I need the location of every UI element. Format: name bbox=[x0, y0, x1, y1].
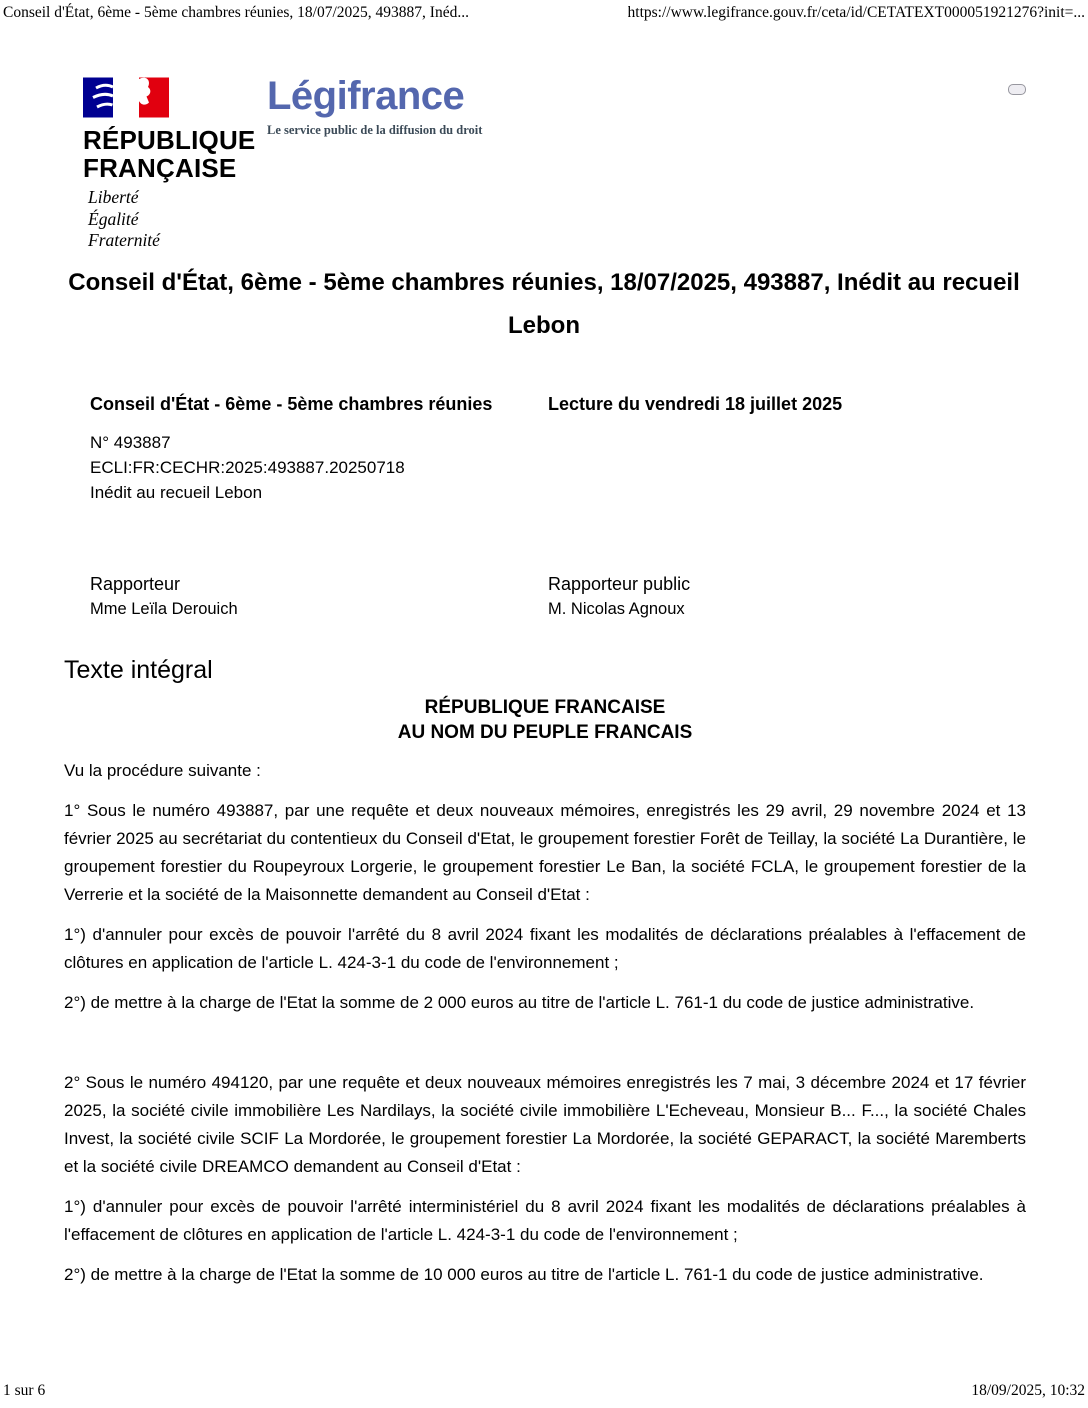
collapsed-ui-pill bbox=[1008, 84, 1026, 95]
rapporteur-public-label: Rapporteur public bbox=[548, 574, 691, 594]
decision-body bbox=[64, 695, 1026, 1289]
metadata-left-column bbox=[90, 389, 548, 505]
ecli-identifier: ECLI:FR:CECHR:2025:493887.20250718 bbox=[90, 458, 405, 477]
section-title-texte-integral: Texte intégral bbox=[64, 656, 213, 684]
print-header-url: https://www.legifrance.gouv.fr/ceta/id/CETATEXT000051921276?init=... bbox=[627, 4, 1085, 21]
print-header-title: Conseil d'État, 6ème - 5ème chambres réunies, 18/07/2025, 493887, Inéd... bbox=[3, 4, 469, 21]
legifrance-tagline: Le service public de la diffusion du droit bbox=[267, 123, 483, 137]
rapporteur-public-name: M. Nicolas Agnoux bbox=[548, 600, 685, 618]
french-flag-marianne-icon bbox=[83, 75, 169, 120]
republique-francaise-logo bbox=[83, 75, 255, 252]
decision-title: Conseil d'État, 6ème - 5ème chambres réunies, 18/07/2025, 493887, Inédit au recueil Lebon bbox=[68, 269, 1020, 339]
paragraph-requete-1: 1° Sous le numéro 493887, par une requête et deux nouveaux mémoires, enregistrés les 29 avril, 29 novembre 2024 et 13 février 2025 au secrétariat du contentieux du Conseil d'Etat, le groupement forestier Forêt de Teillay, la société La Durantière, le groupement forestier du Roupeyroux Lorgerie, le groupement forestier Le Ban, la société FCLA, le groupement forestier de la Verrerie et la société de la Maisonnette demandent au Conseil d'Etat : bbox=[64, 801, 1026, 904]
republique-heading bbox=[64, 695, 1026, 745]
republique-line1: RÉPUBLIQUE bbox=[83, 125, 256, 155]
decision-metadata bbox=[90, 389, 1030, 505]
print-footer bbox=[3, 1382, 1085, 1400]
devise-liberte: Liberté bbox=[88, 187, 139, 207]
metadata-right-column bbox=[548, 389, 1030, 505]
rapporteur-name: Mme Leïla Derouich bbox=[90, 600, 238, 618]
heading-line-2: AU NOM DU PEUPLE FRANCAIS bbox=[397, 722, 693, 743]
metadata-lines bbox=[90, 430, 548, 505]
devise-egalite: Égalité bbox=[88, 208, 139, 229]
paragraph-conclusion-1-2: 2°) de mettre à la charge de l'Etat la somme de 2 000 euros au titre de l'article L. 761-1 du code de justice administrative. bbox=[64, 993, 975, 1012]
heading-line-1: RÉPUBLIQUE FRANCAISE bbox=[424, 697, 666, 718]
paragraph-conclusion-1-1: 1°) d'annuler pour excès de pouvoir l'arrêté du 8 avril 2024 fixant les modalités de déclarations préalables à l'effacement de clôtures en application de l'article L. 424-3-1 du code de l'environnement ; bbox=[64, 925, 1026, 972]
case-number: N° 493887 bbox=[90, 433, 171, 452]
devise bbox=[83, 187, 255, 252]
lecture-date: Lecture du vendredi 18 juillet 2025 bbox=[548, 394, 843, 414]
paragraph-conclusion-2-2: 2°) de mettre à la charge de l'Etat la somme de 10 000 euros au titre de l'article L. 761-1 du code de justice administrative. bbox=[64, 1265, 984, 1284]
devise-fraternite: Fraternité bbox=[88, 230, 160, 250]
republique-line2: FRANÇAISE bbox=[83, 153, 237, 183]
print-datetime: 18/09/2025, 10:32 bbox=[971, 1382, 1085, 1399]
paragraph-conclusion-2-1: 1°) d'annuler pour excès de pouvoir l'arrêté interministériel du 8 avril 2024 fixant les modalités de déclarations préalables à l'effacement de clôtures en application de l'article L. 424-3-1 du code de l'environnement ; bbox=[64, 1197, 1026, 1244]
republique-wordmark bbox=[83, 126, 255, 182]
rapporteur-label: Rapporteur bbox=[90, 574, 181, 594]
formation: Conseil d'État - 6ème - 5ème chambres réunies bbox=[90, 394, 493, 414]
rapporteurs-block bbox=[90, 572, 1030, 621]
publication-status: Inédit au recueil Lebon bbox=[90, 483, 263, 502]
print-header bbox=[3, 4, 1085, 22]
page-number: 1 sur 6 bbox=[3, 1382, 46, 1399]
legifrance-wordmark: Légifrance bbox=[267, 74, 465, 118]
paragraph-requete-2: 2° Sous le numéro 494120, par une requête et deux nouveaux mémoires enregistrés les 7 mai, 3 décembre 2024 et 17 février 2025, la société civile immobilière Les Nardilays, la société civile immobilière L'Echeveau, Monsieur B... F..., la société Chales Invest, la société civile SCIF La Mordorée, le groupement forestier La Mordorée, la société GEPARACT, la société Maremberts et la société civile DREAMCO demandent au Conseil d'Etat : bbox=[64, 1073, 1026, 1176]
paragraph-vu-procedure: Vu la procédure suivante : bbox=[64, 761, 261, 780]
rapporteur-column bbox=[90, 572, 548, 621]
legifrance-brand bbox=[267, 76, 482, 138]
rapporteur-public-column bbox=[548, 572, 1030, 621]
